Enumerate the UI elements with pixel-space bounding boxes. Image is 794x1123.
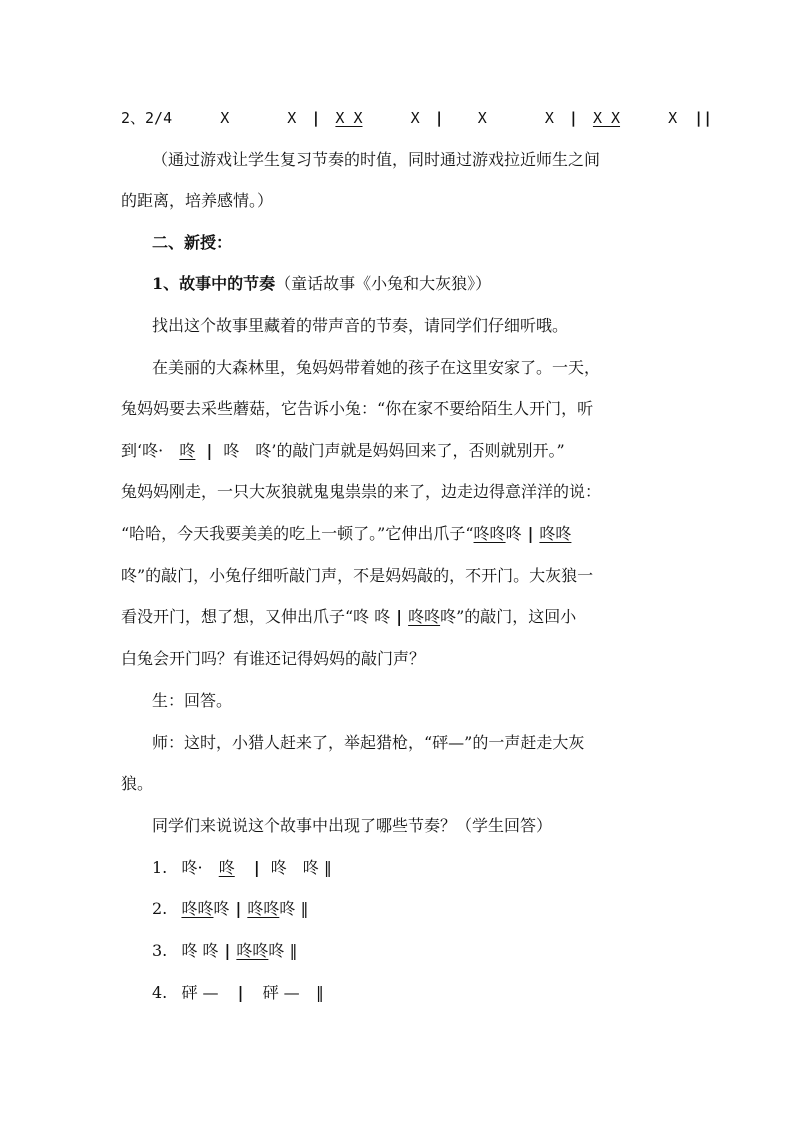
rhythm-text: 咚 咚 [270,858,319,877]
rhythm-underlined: 咚 [179,441,196,460]
bar-line: | [235,899,242,918]
paragraph: 的距离，培养感情。） [121,191,274,210]
note: X [287,109,297,127]
story-text: “哈哈，今天我要美美的吃上一顿了。”它伸出爪子“ [121,524,474,543]
story-line: 咚”的敲门，小兔仔细听敲门声，不是妈妈敲的，不开门。大灰狼一 [121,566,594,585]
teacher-line: 狼。 [121,774,154,793]
end-bar: ‖ [315,983,324,1002]
rhythm-underlined: 咚咚 [539,524,572,543]
subsection-heading-rest: （童话故事《小兔和大灰狼》） [275,274,492,293]
section-heading: 二、新授： [152,233,233,252]
bar-line: | [224,941,231,960]
rhythm-underlined: 咚咚 [473,524,506,543]
rhythm-underlined: 咚咚 [181,899,214,918]
bar-line: | [396,607,403,626]
rhythm-number: 4. [152,983,168,1002]
rhythm-number: 3. [152,941,168,960]
rhythm-underlined: 咚咚 [247,899,280,918]
question-line: 同学们来说说这个故事中出现了哪些节奏？（学生回答） [152,816,553,835]
story-line: 兔妈妈要去采些蘑菇，它告诉小兔：“你在家不要给陌生人开门，听 [121,399,594,418]
note-pair: X X [592,109,621,127]
rhythm-text: 咚 [268,941,285,960]
end-bar: ‖ [300,899,309,918]
note: X [410,109,420,127]
end-bar: ‖ [323,858,332,877]
teacher-line: 师：这时，小猎人赶来了，举起猎枪，“砰—”的一声赶走大灰 [152,733,585,752]
story-line [121,522,684,546]
rhythm-text: 咚 咚 [181,941,219,960]
bar-line: | [527,524,534,543]
story-text: 咚 [505,524,522,543]
end-bar: || [694,109,713,127]
story-text: 咚”的敲门，这回小 [440,607,577,626]
note: X [220,109,230,127]
story-text: 到‘咚· [121,441,164,460]
rhythm-underlined: 咚 [218,858,235,877]
note: X [544,109,554,127]
bar-line: | [206,441,213,460]
rhythm-text: 咚 [213,899,230,918]
end-bar: ‖ [289,941,298,960]
rhythm-item [152,981,684,1005]
story-text: 看没开门，想了想，又伸出爪子“咚 咚 [121,607,391,626]
bar-line: | [253,858,260,877]
note: X [668,109,678,127]
rhythm-item [152,939,684,963]
rhythm-item [152,856,684,880]
story-line [121,439,684,463]
subsection-heading-bold: 1、故事中的节奏 [152,274,276,293]
story-line: 兔妈妈刚走，一只大灰狼就鬼鬼祟祟的来了，边走边得意洋洋的说： [121,482,602,501]
subsection-heading [152,272,684,296]
bar-line: | [237,983,244,1002]
bar-line: | [434,109,444,127]
rhythm-text: 砰 — [262,983,300,1002]
story-text: 咚 咚’的敲门声就是妈妈回来了，否则就别开。” [223,441,565,460]
paragraph: （通过游戏让学生复习节奏的时值，同时通过游戏拉近师生之间 [152,150,601,169]
rhythm-prefix: 2、2/4 [121,109,173,127]
paragraph: 找出这个故事里藏着的带声音的节奏，请同学们仔细听哦。 [152,316,569,335]
rhythm-text: 咚· [181,858,203,877]
rhythm-text: 咚 [279,899,296,918]
rhythm-underlined: 咚咚 [408,607,441,626]
rhythm-text: 砰 — [181,983,219,1002]
rhythm-item [152,897,684,921]
note-pair: X X [335,109,363,127]
story-line: 在美丽的大森林里，兔妈妈带着她的孩子在这里安家了。一天， [152,358,601,377]
student-line: 生：回答。 [152,691,233,710]
rhythm-underlined: 咚咚 [236,941,269,960]
bar-line: | [311,109,321,127]
story-line [121,605,684,629]
rhythm-number: 2. [152,899,168,918]
rhythm-number: 1. [152,858,168,877]
note: X [477,109,487,127]
story-line: 白兔会开门吗？有谁还记得妈妈的敲门声？ [121,649,426,668]
rhythm-notation-line [121,106,713,130]
bar-line: | [568,109,578,127]
